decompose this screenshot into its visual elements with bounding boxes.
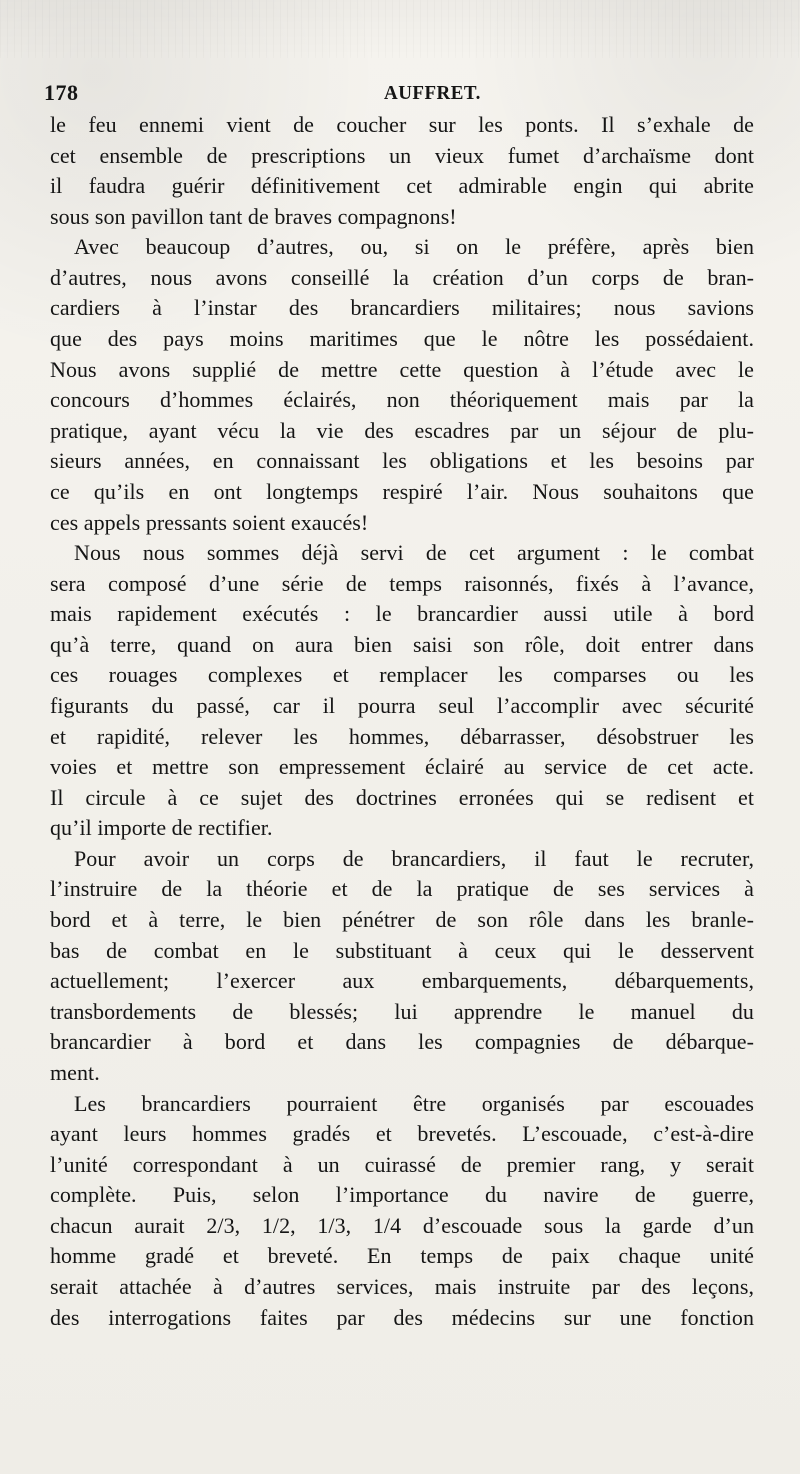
text-line: homme gradé et breveté. En temps de paix chaque unité bbox=[50, 1243, 754, 1269]
text-line: Nous avons supplié de mettre cette question à l’étude avec le bbox=[50, 356, 754, 382]
text-line: sous son pavillon tant de braves compagnons! bbox=[50, 203, 457, 229]
text-line: ment. bbox=[50, 1059, 100, 1085]
text-line: l’instruire de la théorie et de la pratique de ses services à bbox=[50, 876, 754, 902]
text-line: cet ensemble de prescriptions un vieux fumet d’archaïsme dont bbox=[50, 142, 754, 168]
page-number: 178 bbox=[44, 80, 79, 105]
page-body bbox=[50, 110, 754, 1430]
running-head: AUFFRET. bbox=[384, 82, 481, 104]
text-line: transbordements de blessés; lui apprendre le manuel du bbox=[50, 998, 754, 1024]
text-line: pratique, ayant vécu la vie des escadres par un séjour de plu- bbox=[50, 417, 754, 443]
text-line: sieurs années, en connaissant les obligations et les besoins par bbox=[50, 448, 754, 474]
text-line: sera composé d’une série de temps raisonnés, fixés à l’avance, bbox=[50, 570, 754, 596]
text-line: qu’il importe de rectifier. bbox=[50, 815, 273, 841]
text-line: chacun aurait 2/3, 1/2, 1/3, 1/4 d’escouade sous la garde d’un bbox=[50, 1212, 754, 1238]
text-line: Pour avoir un corps de brancardiers, il faut le recruter, bbox=[74, 845, 754, 871]
text-line: Les brancardiers pourraient être organisés par escouades bbox=[74, 1090, 754, 1116]
text-line: ces appels pressants soient exaucés! bbox=[50, 509, 369, 535]
text-line: le feu ennemi vient de coucher sur les ponts. Il s’exhale de bbox=[50, 112, 754, 137]
text-line: concours d’hommes éclairés, non théoriquement mais par la bbox=[50, 387, 754, 413]
text-line: que des pays moins maritimes que le nôtre les possédaient. bbox=[50, 326, 754, 352]
page-header bbox=[44, 80, 756, 108]
text-line: d’autres, nous avons conseillé la création d’un corps de bran- bbox=[50, 264, 754, 290]
text-line: mais rapidement exécutés : le brancardier aussi utile à bord bbox=[50, 601, 754, 627]
text-line: l’unité correspondant à un cuirassé de premier rang, y serait bbox=[50, 1151, 754, 1177]
text-line: complète. Puis, selon l’importance du navire de guerre, bbox=[50, 1182, 754, 1208]
text-line: bas de combat en le substituant à ceux qui le desservent bbox=[50, 937, 754, 963]
text-line: cardiers à l’instar des brancardiers militaires; nous savions bbox=[50, 295, 754, 321]
text-line: serait attachée à d’autres services, mais instruite par des leçons, bbox=[50, 1273, 754, 1299]
text-line: actuellement; l’exercer aux embarquements, débarquements, bbox=[50, 968, 754, 994]
text-line: ayant leurs hommes gradés et brevetés. L’escouade, c’est-à-dire bbox=[50, 1121, 754, 1147]
text-line: ce qu’ils en ont longtemps respiré l’air. Nous souhaitons que bbox=[50, 478, 754, 504]
text-line: ces rouages complexes et remplacer les comparses ou les bbox=[50, 662, 754, 688]
text-line: voies et mettre son empressement éclairé au service de cet acte. bbox=[50, 754, 754, 780]
text-line: Avec beaucoup d’autres, ou, si on le préfère, après bien bbox=[74, 234, 754, 260]
text-line: brancardier à bord et dans les compagnies de débarque- bbox=[50, 1029, 754, 1055]
scan-noise bbox=[0, 0, 800, 58]
text-line: des interrogations faites par des médecins sur une fonction bbox=[50, 1304, 754, 1330]
text-line: figurants du passé, car il pourra seul l’accomplir avec sécurité bbox=[50, 692, 754, 718]
text-line: qu’à terre, quand on aura bien saisi son rôle, doit entrer dans bbox=[50, 631, 754, 657]
text-line: il faudra guérir définitivement cet admirable engin qui abrite bbox=[50, 173, 754, 199]
text-line: bord et à terre, le bien pénétrer de son rôle dans les branle- bbox=[50, 907, 754, 933]
text-line: et rapidité, relever les hommes, débarrasser, désobstruer les bbox=[50, 723, 754, 749]
text-line: Il circule à ce sujet des doctrines erronées qui se redisent et bbox=[50, 784, 754, 810]
text-line: Nous nous sommes déjà servi de cet argument : le combat bbox=[74, 540, 754, 566]
